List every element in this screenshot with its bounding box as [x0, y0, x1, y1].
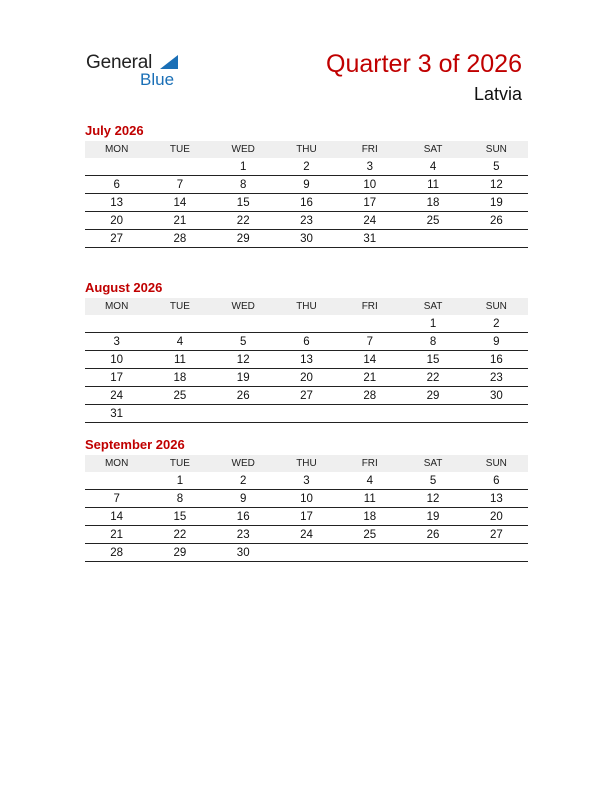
day-cell: 31	[338, 230, 401, 248]
day-cell: 26	[212, 387, 275, 405]
weekday-header: FRI	[338, 455, 401, 472]
day-cell	[338, 544, 401, 562]
day-cell: 7	[338, 333, 401, 351]
weekday-header: SUN	[465, 298, 528, 315]
weekday-header: MON	[85, 298, 148, 315]
weekday-header-row	[85, 455, 528, 472]
weekday-header: WED	[212, 298, 275, 315]
day-cell: 11	[338, 490, 401, 508]
day-cell: 5	[465, 158, 528, 176]
week-row	[85, 526, 528, 544]
day-cell: 19	[465, 194, 528, 212]
day-cell: 5	[401, 472, 464, 490]
day-cell: 10	[275, 490, 338, 508]
day-cell: 6	[85, 176, 148, 194]
day-cell: 12	[212, 351, 275, 369]
weekday-header: FRI	[338, 298, 401, 315]
day-cell: 9	[465, 333, 528, 351]
day-cell: 21	[148, 212, 211, 230]
day-cell	[212, 315, 275, 333]
day-cell: 26	[465, 212, 528, 230]
day-cell: 30	[465, 387, 528, 405]
week-row	[85, 194, 528, 212]
day-cell	[85, 158, 148, 176]
week-row	[85, 158, 528, 176]
day-cell: 3	[338, 158, 401, 176]
weekday-header: WED	[212, 141, 275, 158]
day-cell: 17	[275, 508, 338, 526]
day-cell: 28	[338, 387, 401, 405]
day-cell: 22	[401, 369, 464, 387]
day-cell: 21	[85, 526, 148, 544]
weekday-header: WED	[212, 455, 275, 472]
day-cell: 30	[212, 544, 275, 562]
day-cell: 6	[275, 333, 338, 351]
day-cell: 12	[401, 490, 464, 508]
weekday-header: TUE	[148, 141, 211, 158]
day-cell: 3	[85, 333, 148, 351]
day-cell: 4	[338, 472, 401, 490]
logo-triangle-icon	[160, 55, 178, 69]
logo-word-blue: Blue	[140, 70, 175, 89]
day-cell	[212, 405, 275, 423]
day-cell	[401, 230, 464, 248]
day-cell	[275, 405, 338, 423]
month-title: August 2026	[85, 280, 163, 295]
weekday-header: FRI	[338, 141, 401, 158]
day-cell: 14	[148, 194, 211, 212]
weekday-header-row	[85, 141, 528, 158]
day-cell: 29	[212, 230, 275, 248]
day-cell: 12	[465, 176, 528, 194]
day-cell: 7	[148, 176, 211, 194]
week-row	[85, 315, 528, 333]
day-cell	[338, 405, 401, 423]
day-cell: 27	[465, 526, 528, 544]
weekday-header: SAT	[401, 455, 464, 472]
page-title: Quarter 3 of 2026	[326, 50, 522, 78]
day-cell: 24	[338, 212, 401, 230]
weekday-header: SAT	[401, 298, 464, 315]
day-cell: 27	[85, 230, 148, 248]
day-cell	[338, 315, 401, 333]
week-row	[85, 544, 528, 562]
week-row	[85, 369, 528, 387]
weekday-header: THU	[275, 455, 338, 472]
day-cell: 29	[401, 387, 464, 405]
week-row	[85, 333, 528, 351]
calendar-grid	[85, 455, 528, 562]
day-cell: 14	[85, 508, 148, 526]
country-name: Latvia	[473, 84, 522, 104]
day-cell: 13	[275, 351, 338, 369]
day-cell: 9	[275, 176, 338, 194]
day-cell: 19	[212, 369, 275, 387]
week-row	[85, 212, 528, 230]
day-cell: 15	[401, 351, 464, 369]
day-cell: 27	[275, 387, 338, 405]
month-block-september	[85, 436, 528, 562]
day-cell: 15	[212, 194, 275, 212]
day-cell: 20	[465, 508, 528, 526]
weekday-header: SUN	[465, 455, 528, 472]
day-cell: 16	[465, 351, 528, 369]
day-cell: 16	[212, 508, 275, 526]
day-cell: 24	[85, 387, 148, 405]
day-cell: 7	[85, 490, 148, 508]
day-cell: 18	[148, 369, 211, 387]
day-cell: 19	[401, 508, 464, 526]
day-cell: 1	[148, 472, 211, 490]
day-cell	[465, 544, 528, 562]
day-cell	[85, 315, 148, 333]
weekday-header: MON	[85, 455, 148, 472]
day-cell: 6	[465, 472, 528, 490]
day-cell: 20	[85, 212, 148, 230]
day-cell: 14	[338, 351, 401, 369]
day-cell: 18	[401, 194, 464, 212]
week-row	[85, 405, 528, 423]
weekday-header: MON	[85, 141, 148, 158]
weekday-header: TUE	[148, 455, 211, 472]
day-cell: 11	[148, 351, 211, 369]
day-cell: 10	[85, 351, 148, 369]
day-cell	[85, 472, 148, 490]
day-cell: 16	[275, 194, 338, 212]
week-row	[85, 351, 528, 369]
day-cell: 25	[338, 526, 401, 544]
day-cell: 2	[465, 315, 528, 333]
day-cell: 2	[212, 472, 275, 490]
month-block-august	[85, 279, 528, 423]
logo-word-general: General	[86, 52, 153, 73]
day-cell: 24	[275, 526, 338, 544]
day-cell: 3	[275, 472, 338, 490]
month-title: July 2026	[85, 123, 144, 138]
day-cell: 8	[401, 333, 464, 351]
day-cell	[148, 405, 211, 423]
month-block-july	[85, 122, 528, 248]
day-cell: 23	[465, 369, 528, 387]
day-cell: 9	[212, 490, 275, 508]
day-cell	[275, 544, 338, 562]
day-cell: 29	[148, 544, 211, 562]
day-cell: 26	[401, 526, 464, 544]
weekday-header: TUE	[148, 298, 211, 315]
day-cell: 8	[148, 490, 211, 508]
day-cell: 15	[148, 508, 211, 526]
weekday-header: THU	[275, 298, 338, 315]
day-cell: 1	[212, 158, 275, 176]
day-cell	[148, 315, 211, 333]
day-cell: 4	[401, 158, 464, 176]
day-cell	[465, 230, 528, 248]
week-row	[85, 508, 528, 526]
week-row	[85, 176, 528, 194]
day-cell: 28	[148, 230, 211, 248]
weekday-header: SUN	[465, 141, 528, 158]
day-cell: 5	[212, 333, 275, 351]
weekday-header: THU	[275, 141, 338, 158]
weekday-header-row	[85, 298, 528, 315]
day-cell	[401, 544, 464, 562]
day-cell: 10	[338, 176, 401, 194]
day-cell: 23	[212, 526, 275, 544]
day-cell	[275, 315, 338, 333]
day-cell: 22	[148, 526, 211, 544]
day-cell: 2	[275, 158, 338, 176]
day-cell: 31	[85, 405, 148, 423]
week-row	[85, 490, 528, 508]
day-cell	[465, 405, 528, 423]
day-cell: 17	[338, 194, 401, 212]
day-cell: 13	[465, 490, 528, 508]
week-row	[85, 472, 528, 490]
day-cell: 8	[212, 176, 275, 194]
month-title: September 2026	[85, 437, 185, 452]
logo	[86, 50, 196, 90]
week-row	[85, 230, 528, 248]
day-cell: 11	[401, 176, 464, 194]
day-cell: 23	[275, 212, 338, 230]
day-cell: 18	[338, 508, 401, 526]
day-cell: 17	[85, 369, 148, 387]
day-cell: 20	[275, 369, 338, 387]
day-cell: 13	[85, 194, 148, 212]
week-row	[85, 387, 528, 405]
calendar-grid	[85, 141, 528, 248]
weekday-header: SAT	[401, 141, 464, 158]
day-cell: 1	[401, 315, 464, 333]
day-cell: 30	[275, 230, 338, 248]
day-cell: 25	[148, 387, 211, 405]
day-cell: 4	[148, 333, 211, 351]
day-cell: 22	[212, 212, 275, 230]
day-cell: 28	[85, 544, 148, 562]
day-cell	[401, 405, 464, 423]
day-cell	[148, 158, 211, 176]
day-cell: 25	[401, 212, 464, 230]
calendar-grid	[85, 298, 528, 423]
day-cell: 21	[338, 369, 401, 387]
